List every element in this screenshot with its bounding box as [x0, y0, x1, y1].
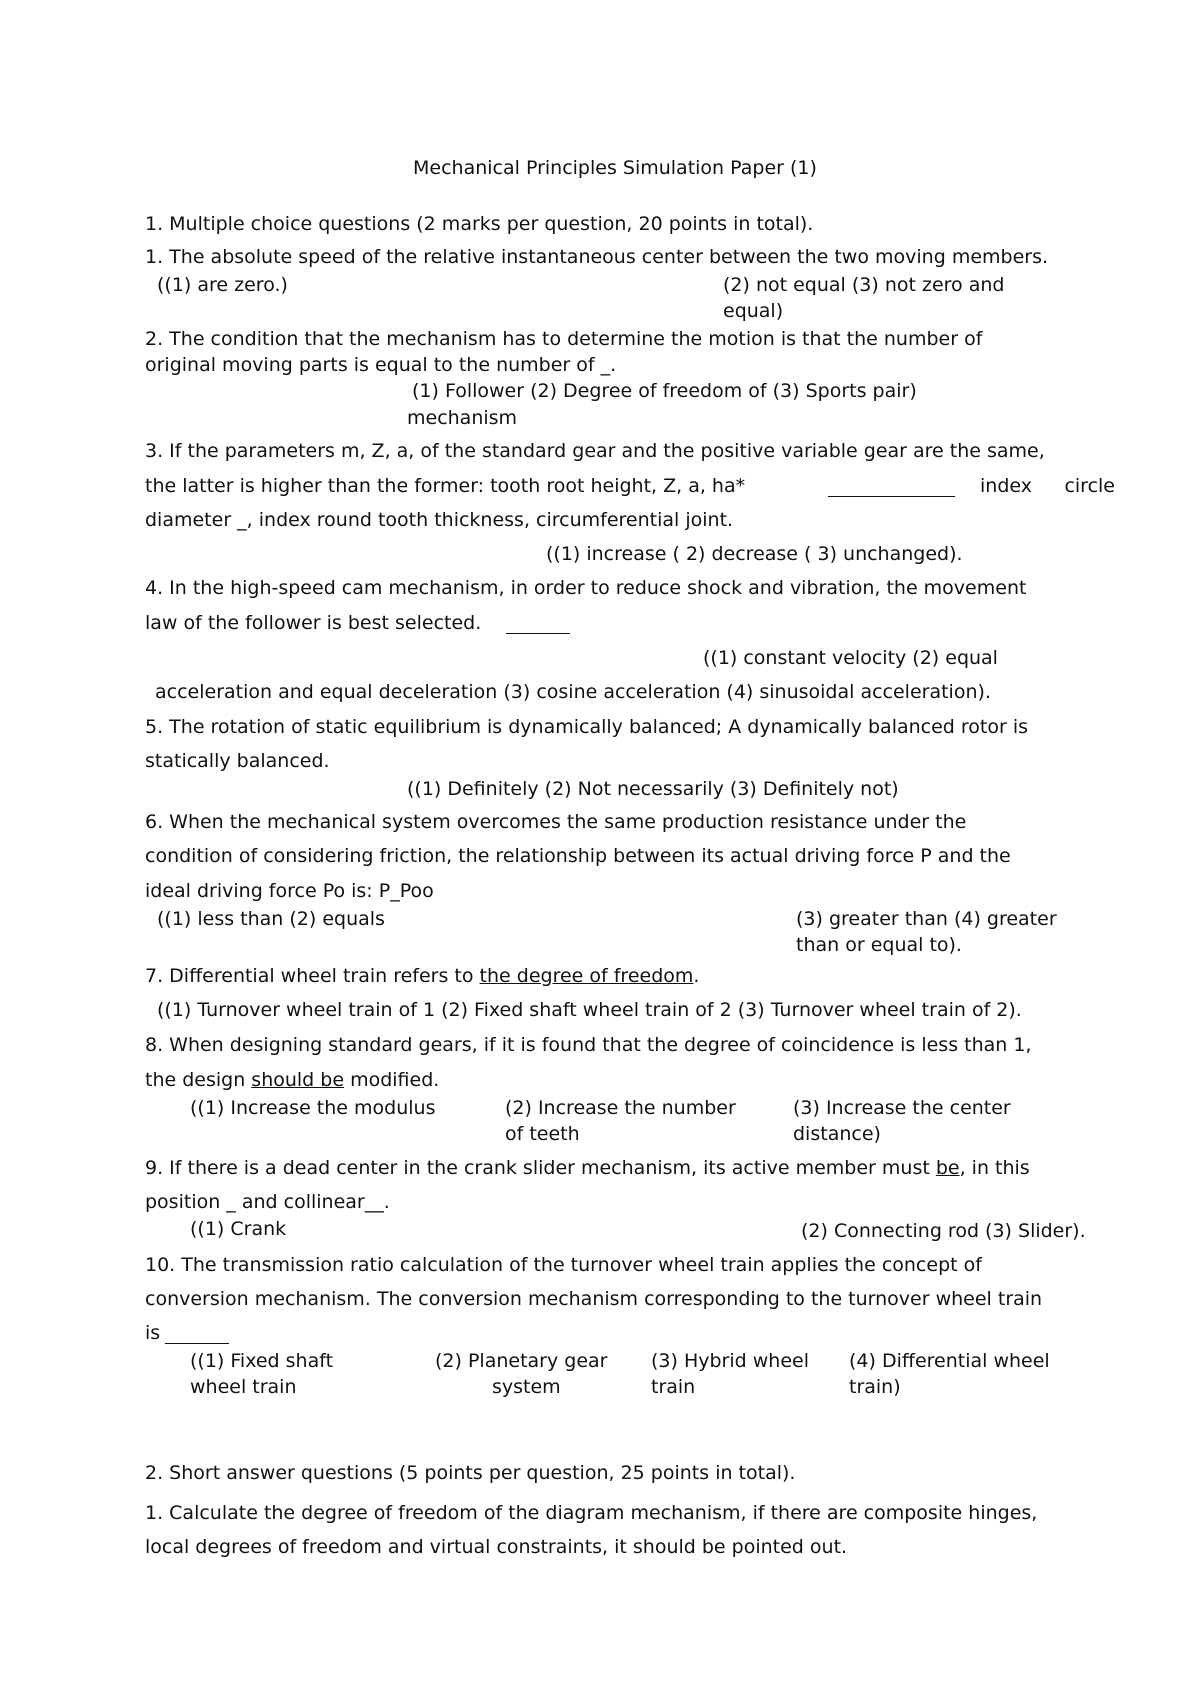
q3-options: ((1) increase ( 2) decrease ( 3) unchanged). — [546, 543, 963, 565]
q8-stem-line1: 8. When designing standard gears, if it is found that the degree of coincidence is less than 1, — [145, 1034, 1032, 1056]
q1-stem: 1. The absolute speed of the relative instantaneous center between the two moving members. — [145, 246, 1049, 268]
q10-option-c-cont: train — [651, 1376, 696, 1398]
q9-stem-end: , in this — [959, 1157, 1030, 1179]
q7-stem — [145, 963, 699, 989]
q4-stem-line1: 4. In the high-speed cam mechanism, in order to reduce shock and vibration, the movement — [145, 577, 1027, 599]
q8-stem-underlined: should be — [251, 1069, 345, 1091]
q10-stem-line2: conversion mechanism. The conversion mechanism corresponding to the turnover wheel train — [145, 1288, 1043, 1310]
q10-answer-blank — [165, 1343, 229, 1344]
q10-option-b: (2) Planetary gear — [435, 1350, 608, 1372]
q10-option-a: ((1) Fixed shaft — [190, 1350, 334, 1372]
q7-options: ((1) Turnover wheel train of 1 (2) Fixed shaft wheel train of 2 (3) Turnover wheel train of 2). — [157, 999, 1022, 1021]
q10-stem-line3: is — [145, 1322, 161, 1344]
q10-option-b-cont: system — [492, 1376, 561, 1398]
q7-stem-underlined: the degree of freedom — [479, 965, 694, 987]
q9-stem-line2: position _ and collinear__. — [145, 1191, 390, 1213]
q8-option-c-cont: distance) — [793, 1123, 881, 1145]
q9-stem-line1 — [145, 1155, 1030, 1181]
q3-stem-line3: diameter _, index round tooth thickness, circumferential joint. — [145, 509, 734, 531]
q1-option-b: (2) not equal (3) not zero and — [723, 274, 1005, 296]
q8-stem-end: modified. — [344, 1069, 440, 1091]
q6-stem-line2: condition of considering friction, the relationship between its actual driving force P and the — [145, 845, 1011, 867]
q1-option-a: ((1) are zero.) — [157, 274, 288, 296]
q8-option-b-cont: of teeth — [505, 1123, 580, 1145]
q6-option-b: (3) greater than (4) greater — [796, 908, 1057, 930]
section2-heading: 2. Short answer questions (5 points per question, 25 points in total). — [145, 1462, 796, 1484]
section2-q1-line1: 1. Calculate the degree of freedom of the diagram mechanism, if there are composite hinges, — [145, 1502, 1038, 1524]
section2-q1-line2: local degrees of freedom and virtual constraints, it should be pointed out. — [145, 1536, 848, 1558]
q7-stem-text: 7. Differential wheel train refers to — [145, 965, 480, 987]
q5-options: ((1) Definitely (2) Not necessarily (3) Definitely not) — [407, 778, 899, 800]
q8-stem-line2 — [145, 1067, 439, 1093]
q8-stem-text: the design — [145, 1069, 252, 1091]
q3-stem-line2-end: index circle — [980, 475, 1115, 497]
q10-option-d-cont: train) — [849, 1376, 901, 1398]
q9-option-a: ((1) Crank — [190, 1218, 287, 1240]
q4-options-cont: acceleration and equal deceleration (3) cosine acceleration (4) sinusoidal acceleration). — [155, 681, 991, 703]
paper-title: Mechanical Principles Simulation Paper (1) — [413, 157, 817, 179]
q6-stem-line3: ideal driving force Po is: P_Poo — [145, 880, 434, 902]
q7-stem-end: . — [693, 965, 700, 987]
q2-stem-line2: original moving parts is equal to the number of _. — [145, 354, 617, 376]
q3-stem-line1: 3. If the parameters m, Z, a, of the standard gear and the positive variable gear are the same, — [145, 440, 1045, 462]
q3-answer-blank — [828, 496, 955, 497]
q5-stem-line1: 5. The rotation of static equilibrium is dynamically balanced; A dynamically balanced rotor is — [145, 716, 1029, 738]
q6-stem-line1: 6. When the mechanical system overcomes the same production resistance under the — [145, 811, 967, 833]
q4-stem-line2: law of the follower is best selected. — [145, 612, 482, 634]
q2-stem-line1: 2. The condition that the mechanism has to determine the motion is that the number of — [145, 328, 983, 350]
section1-heading: 1. Multiple choice questions (2 marks per question, 20 points in total). — [145, 213, 814, 235]
q2-options: (1) Follower (2) Degree of freedom of (3) Sports pair) — [412, 380, 917, 402]
q8-option-b: (2) Increase the number — [505, 1097, 736, 1119]
q10-option-c: (3) Hybrid wheel — [651, 1350, 809, 1372]
q10-stem-line1: 10. The transmission ratio calculation of the turnover wheel train applies the concept of — [145, 1254, 982, 1276]
q5-stem-line2: statically balanced. — [145, 750, 330, 772]
q4-options: ((1) constant velocity (2) equal — [703, 647, 998, 669]
q6-option-b-cont: than or equal to). — [796, 934, 962, 956]
q8-option-a: ((1) Increase the modulus — [190, 1097, 436, 1119]
q9-stem-underlined: be — [935, 1157, 960, 1179]
q9-stem-text: 9. If there is a dead center in the crank slider mechanism, its active member must — [145, 1157, 936, 1179]
q3-stem-line2: the latter is higher than the former: tooth root height, Z, a, ha* — [145, 475, 746, 497]
q8-option-c: (3) Increase the center — [793, 1097, 1011, 1119]
q10-option-d: (4) Differential wheel — [849, 1350, 1050, 1372]
q6-option-a: ((1) less than (2) equals — [157, 908, 385, 930]
q9-option-b: (2) Connecting rod (3) Slider). — [801, 1220, 1086, 1242]
q1-option-b-cont: equal) — [723, 300, 784, 322]
q2-options-cont: mechanism — [407, 407, 518, 429]
q4-answer-blank — [506, 633, 570, 634]
q10-option-a-cont: wheel train — [190, 1376, 297, 1398]
